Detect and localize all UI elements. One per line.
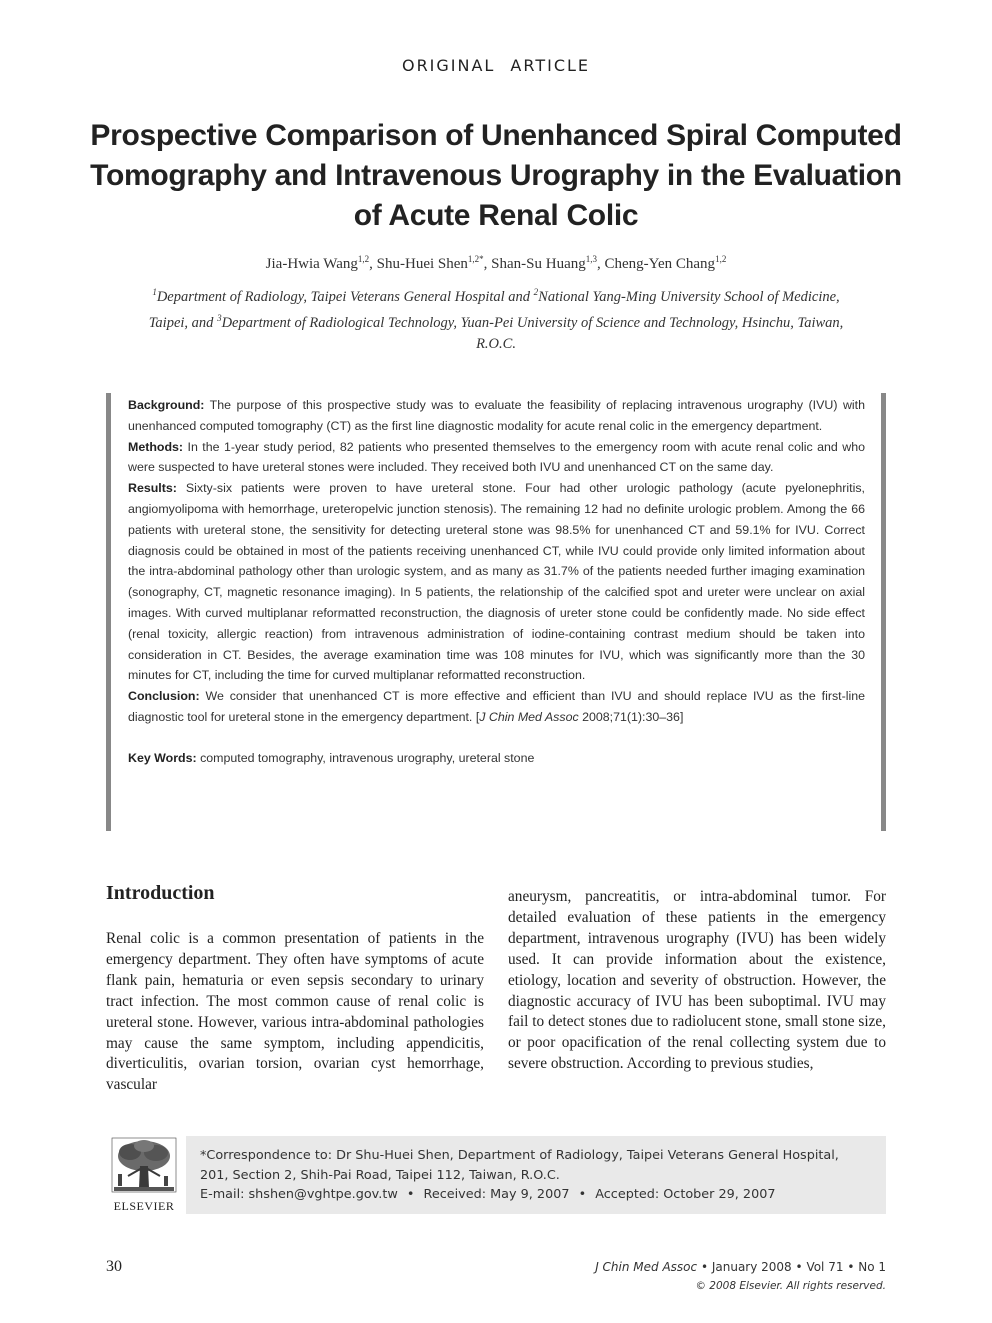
author-name: Cheng-Yen Chang (604, 256, 716, 272)
body-paragraph: Renal colic is a common presentation of patients in the emergency department. They often have symptoms of acute flank pain, hematuria or even sepsis secondary to urinary tract infection. The most common cause of renal colic is ureteral stone. However, various intra-abdominal pathologies may cause the same symptom, including appendicitis, diverticulitis, ovarian torsion, ovarian cyst hemorrhage, vascular (106, 930, 484, 1094)
affiliation-text: Department of Radiological Technology, Yuan-Pei University of Science and Technology, Hsinchu, Taiwan, R.O.C. (221, 314, 844, 352)
author-separator: , (369, 256, 377, 272)
author-affiliation-mark: 1,2 (715, 254, 727, 264)
abstract-label: Results: (128, 481, 177, 496)
abstract-text: computed tomography, intravenous urography, ureteral stone (196, 751, 535, 766)
page-number: 30 (106, 1258, 122, 1275)
correspondence-box (186, 1136, 886, 1214)
volume: Vol 71 (806, 1260, 844, 1274)
body-column-right (508, 887, 886, 1075)
copyright: © 2008 Elsevier. All rights reserved. (695, 1280, 886, 1292)
bullet-separator: • (847, 1260, 855, 1274)
affiliation-number: 2 (533, 287, 539, 297)
abstract-conclusion (128, 686, 865, 728)
article-title: Prospective Comparison of Unenhanced Spiral Computed Tomography and Intravenous Urography in the Evaluation of Acute Renal Colic (90, 119, 902, 232)
correspondence-area (106, 1136, 886, 1214)
abstract-label: Conclusion: (128, 689, 200, 704)
bullet-separator: • (578, 1187, 587, 1202)
abstract-text: We consider that unenhanced CT is more effective and efficient than IVU and should replace IVU as the first-line diagnostic tool for ureteral stone in the emergency department. [ (128, 689, 865, 724)
body-column-left (106, 929, 484, 1096)
abstract-label: Key Words: (128, 751, 197, 766)
tree-icon (106, 1136, 182, 1196)
bullet-separator: • (406, 1187, 415, 1202)
citation-details: 2008;71(1):30–36] (578, 709, 684, 724)
journal-name: J Chin Med Assoc (595, 1260, 698, 1274)
affiliation-text: Department of Radiology, Taipei Veterans General Hospital and (156, 288, 534, 305)
author-separator: , (597, 256, 605, 272)
abstract-keywords (128, 748, 865, 769)
publisher-name: ELSEVIER (113, 1199, 175, 1213)
issue-number: No 1 (858, 1260, 886, 1274)
accepted-date: Accepted: October 29, 2007 (595, 1187, 776, 1202)
abstract-label: Methods: (128, 439, 184, 454)
correspondence-dates (200, 1185, 874, 1205)
abstract-results (128, 478, 865, 686)
correspondence-line: *Correspondence to: Dr Shu-Huei Shen, Department of Radiology, Taipei Veterans General Hospital, (200, 1148, 839, 1163)
author-name: Shan-Su Huang (491, 256, 586, 272)
bullet-separator: • (795, 1260, 803, 1274)
affiliation-number: 1 (152, 287, 157, 297)
abstract-text: The purpose of this prospective study was to evaluate the feasibility of replacing intravenous urography (IVU) with unenhanced computed tomography (CT) as the first line diagnostic modality for acute renal colic in the emergency department. (128, 398, 865, 433)
issue-date: January 2008 (711, 1260, 792, 1274)
correspondence-email: E-mail: shshen@vghtpe.gov.tw (200, 1187, 398, 1202)
affiliation-number: 3 (217, 312, 222, 323)
journal-info (595, 1260, 886, 1274)
abstract-background (128, 395, 865, 437)
abstract-text: In the 1-year study period, 82 patients who presented themselves to the emergency room with acute renal colic and who were suspected to have ureteral stones were included. They received both IVU and unenhanced CT on the same day. (128, 439, 865, 475)
abstract-methods (128, 437, 865, 479)
author-list (0, 254, 992, 273)
section-heading: Introduction (106, 882, 215, 904)
elsevier-logo (106, 1136, 182, 1214)
bullet-separator: • (700, 1260, 709, 1274)
received-date: Received: May 9, 2007 (423, 1187, 570, 1202)
author-separator: , (483, 256, 492, 272)
citation-journal: J Chin Med Assoc (479, 709, 579, 724)
affiliations (140, 282, 852, 355)
correspondence-address: 201, Section 2, Shih-Pai Road, Taipei 112, Taiwan, R.O.C. (200, 1167, 560, 1183)
abstract-text: Sixty-six patients were proven to have ureteral stone. Four had other urologic pathology (acute pyelonephritis, angiomyolipoma with hemorrhage, ureteropelvic junction stenosis). The remaining 12 had no definite urologic problem. Among the 66 patients with ureteral stone, the sensitivity for detecting ureteral stone was 98.5% for unenhanced CT and 59.1% for IVU. Correct diagnosis could be obtained in most of the patients receiving unenhanced CT, while IVU could provide only limited information about the intra-abdominal pathology other than urologic system, and as many as 31.7% of the patients needed further imaging examination (sonography, CT, magnetic resonance imaging). In 5 patients, the relationship of the calcified spot and ureter were unclear on axial images. With curved multiplanar reformatted reconstruction, the diagnosis of ureter stone could be confidently made. No side effect (renal toxicity, allergic reaction) from intravenous administration of iodine-containing contrast medium should be taken into consideration in CT. Besides, the average examination time was 108 minutes for IVU, which was significantly more than the 30 minutes for CT, including the time for curved multiplanar reformatted reconstruction. (128, 481, 865, 683)
affiliation-text: National Yang-Ming University School of Medicine, Taipei, and (148, 288, 840, 331)
abstract-label: Background: (128, 398, 205, 412)
author-affiliation-mark: 1,2 (357, 254, 370, 264)
author-name: Shu-Huei Shen (376, 256, 468, 272)
author-name: Jia-Hwia Wang (265, 256, 358, 272)
section-label: ORIGINAL ARTICLE (401, 56, 591, 75)
author-affiliation-mark: 1,3 (585, 254, 597, 264)
author-affiliation-mark: 1,2* (467, 254, 484, 264)
abstract-box (106, 393, 886, 831)
body-paragraph: aneurysm, pancreatitis, or intra-abdominal tumor. For detailed evaluation of these patients in the emergency department, intravenous urography (IVU) has been widely used. It can provide information about the existence, etiology, location and severity of obstruction. However, the diagnostic accuracy of IVU has been suboptimal. IVU may fail to detect stones due to radiolucent stone, small stone size, or poor opacification of the renal collecting system due to severe obstruction. According to previous studies, (508, 888, 886, 1073)
